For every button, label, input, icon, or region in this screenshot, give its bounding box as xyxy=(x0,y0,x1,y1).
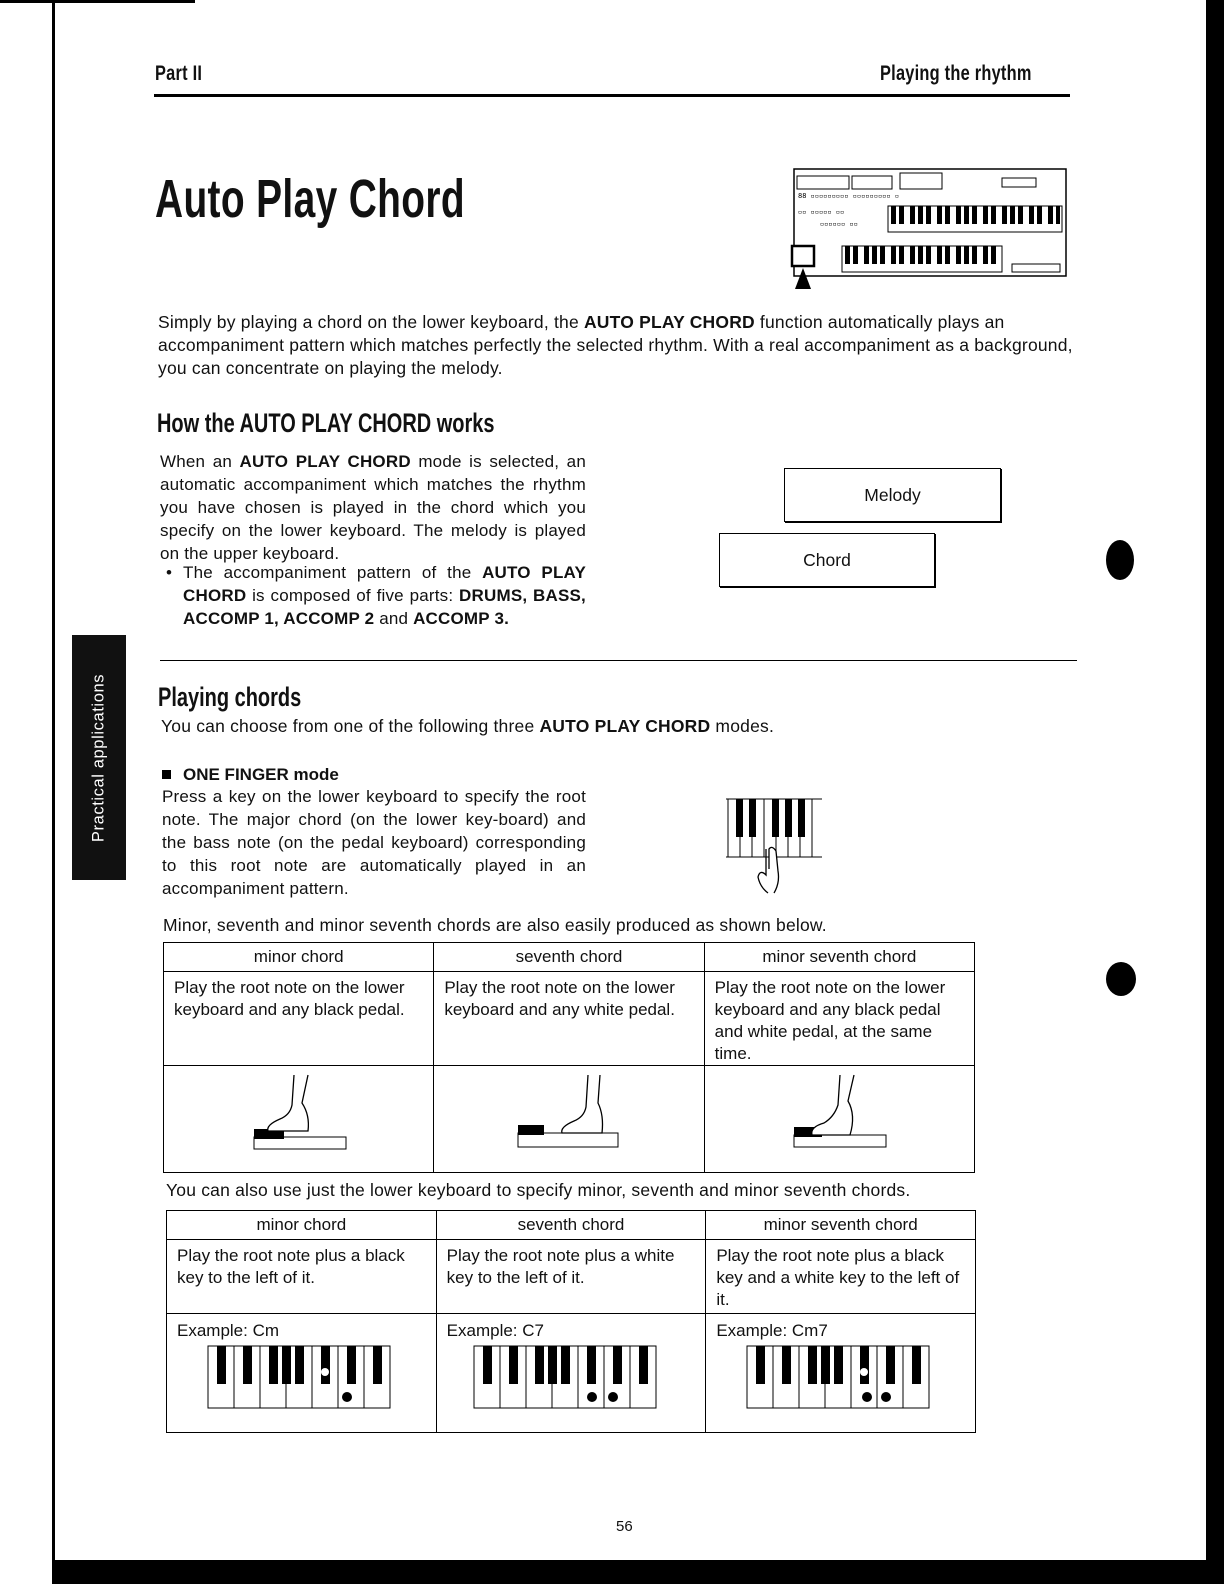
header-rule xyxy=(154,94,1070,97)
col-header-minor-seventh: minor seventh chord xyxy=(704,943,974,972)
cm-keyboard-diagram xyxy=(207,1342,397,1414)
foot-on-black-pedal-illustration xyxy=(244,1071,354,1161)
side-tab-label: Practical applications xyxy=(89,673,108,842)
example-cm7-cell xyxy=(706,1314,976,1433)
header-section: Playing the rhythm xyxy=(880,62,1032,85)
scan-edge-left xyxy=(52,0,55,1584)
svg-text:88 ▫▫▫▫▫▫▫▫▫ ▫▫▫▫▫▫▫▫▫ ▫: 88 ▫▫▫▫▫▫▫▫▫ ▫▫▫▫▫▫▫▫▫ ▫ xyxy=(798,192,900,200)
minor-keyboard-instruction: Play the root note plus a black key to the left of it. xyxy=(167,1240,437,1314)
page-title: Auto Play Chord xyxy=(155,169,465,229)
seventh-pedal-instruction: Play the root note on the lower keyboard and any white pedal. xyxy=(434,972,704,1066)
c7-keyboard-diagram xyxy=(473,1342,663,1414)
intro-paragraph: Simply by playing a chord on the lower keyboard, the AUTO PLAY CHORD function automatically plays an accompaniment pattern which matches perfectly the selected rhythm. With a real accompaniment as a background, you can concentrate on playing the melody. xyxy=(158,312,1073,378)
cm7-keyboard-diagram xyxy=(746,1342,936,1414)
punch-hole-mark xyxy=(1106,962,1136,996)
parts-bullet: • The accompaniment pattern of the AUTO PLAY CHORD is composed of five parts: DRUMS, BASS, ACCOMP 1, ACCOMP 2 and ACCOMP 3. xyxy=(166,563,586,628)
col-header-minor: minor chord xyxy=(164,943,434,972)
section-divider xyxy=(160,660,1077,661)
minor-pedal-instruction: Play the root note on the lower keyboard and any black pedal. xyxy=(164,972,434,1066)
col-header-seventh: seventh chord xyxy=(434,943,704,972)
foot-on-white-pedal-illustration xyxy=(514,1071,624,1161)
foot-on-both-pedals-illustration xyxy=(784,1071,894,1161)
svg-text:▫▫▫▫▫▫ ▫▫: ▫▫▫▫▫▫ ▫▫ xyxy=(820,220,858,228)
foot-pedal-cell xyxy=(164,1066,434,1173)
modes-intro: You can choose from one of the following three AUTO PLAY CHORD modes. xyxy=(161,716,775,736)
col-header-minor: minor chord xyxy=(167,1211,437,1240)
diagram-melody-box: Melody xyxy=(784,468,1001,522)
header-part: Part II xyxy=(155,62,203,85)
example-cm7-label: Example: Cm7 xyxy=(716,1321,828,1340)
page-number: 56 xyxy=(616,1518,633,1535)
pedal-chord-table xyxy=(163,942,975,1173)
section-heading-how-it-works: How the AUTO PLAY CHORD works xyxy=(157,408,495,438)
minor-seventh-pedal-instruction: Play the root note on the lower keyboard and any black pedal and white pedal, at the same time. xyxy=(704,972,974,1066)
foot-pedal-cell xyxy=(704,1066,974,1173)
scan-edge-top xyxy=(0,0,195,3)
example-c7-cell xyxy=(436,1314,706,1433)
col-header-minor-seventh: minor seventh chord xyxy=(706,1211,976,1240)
how-it-works-paragraph: When an AUTO PLAY CHORD mode is selected, an automatic accompaniment which matches the rhythm you have chosen is played in the chord which you specify on the lower keyboard. The melody is played on the upper keyboard. xyxy=(160,452,586,563)
punch-hole-mark xyxy=(1106,540,1134,580)
hand-on-keyboard-illustration xyxy=(722,795,826,901)
keyboard-chord-table xyxy=(166,1210,976,1433)
minor-chords-intro: Minor, seventh and minor seventh chords are also easily produced as shown below. xyxy=(163,915,827,935)
example-cm-cell xyxy=(167,1314,437,1433)
side-tab xyxy=(72,635,126,880)
diagram-chord-box: Chord xyxy=(719,533,935,587)
one-finger-paragraph: Press a key on the lower keyboard to specify the root note. The major chord (on the lower key-board) and the bass note (on the pedal keyboard) corresponding to this root note are automatically played in an accompaniment pattern. xyxy=(162,787,586,898)
minor-seventh-keyboard-instruction: Play the root note plus a black key and a white key to the left of it. xyxy=(706,1240,976,1314)
scan-edge-right xyxy=(1206,0,1224,1584)
example-c7-label: Example: C7 xyxy=(446,1321,544,1340)
lower-keyboard-intro: You can also use just the lower keyboard to specify minor, seventh and minor seventh chords. xyxy=(166,1180,911,1200)
svg-text:▫▫ ▫▫▫▫▫ ▫▫: ▫▫ ▫▫▫▫▫ ▫▫ xyxy=(798,208,845,216)
foot-pedal-cell xyxy=(434,1066,704,1173)
bullet-icon: • xyxy=(166,563,173,582)
section-heading-playing-chords: Playing chords xyxy=(158,682,302,712)
example-cm-label: Example: Cm xyxy=(177,1321,280,1340)
seventh-keyboard-instruction: Play the root note plus a white key to the left of it. xyxy=(436,1240,706,1314)
one-finger-heading: ONE FINGER mode xyxy=(162,765,339,785)
col-header-seventh: seventh chord xyxy=(436,1211,706,1240)
scan-edge-bottom xyxy=(52,1560,1224,1584)
organ-panel-illustration xyxy=(790,168,1070,290)
square-bullet-icon xyxy=(162,770,171,779)
